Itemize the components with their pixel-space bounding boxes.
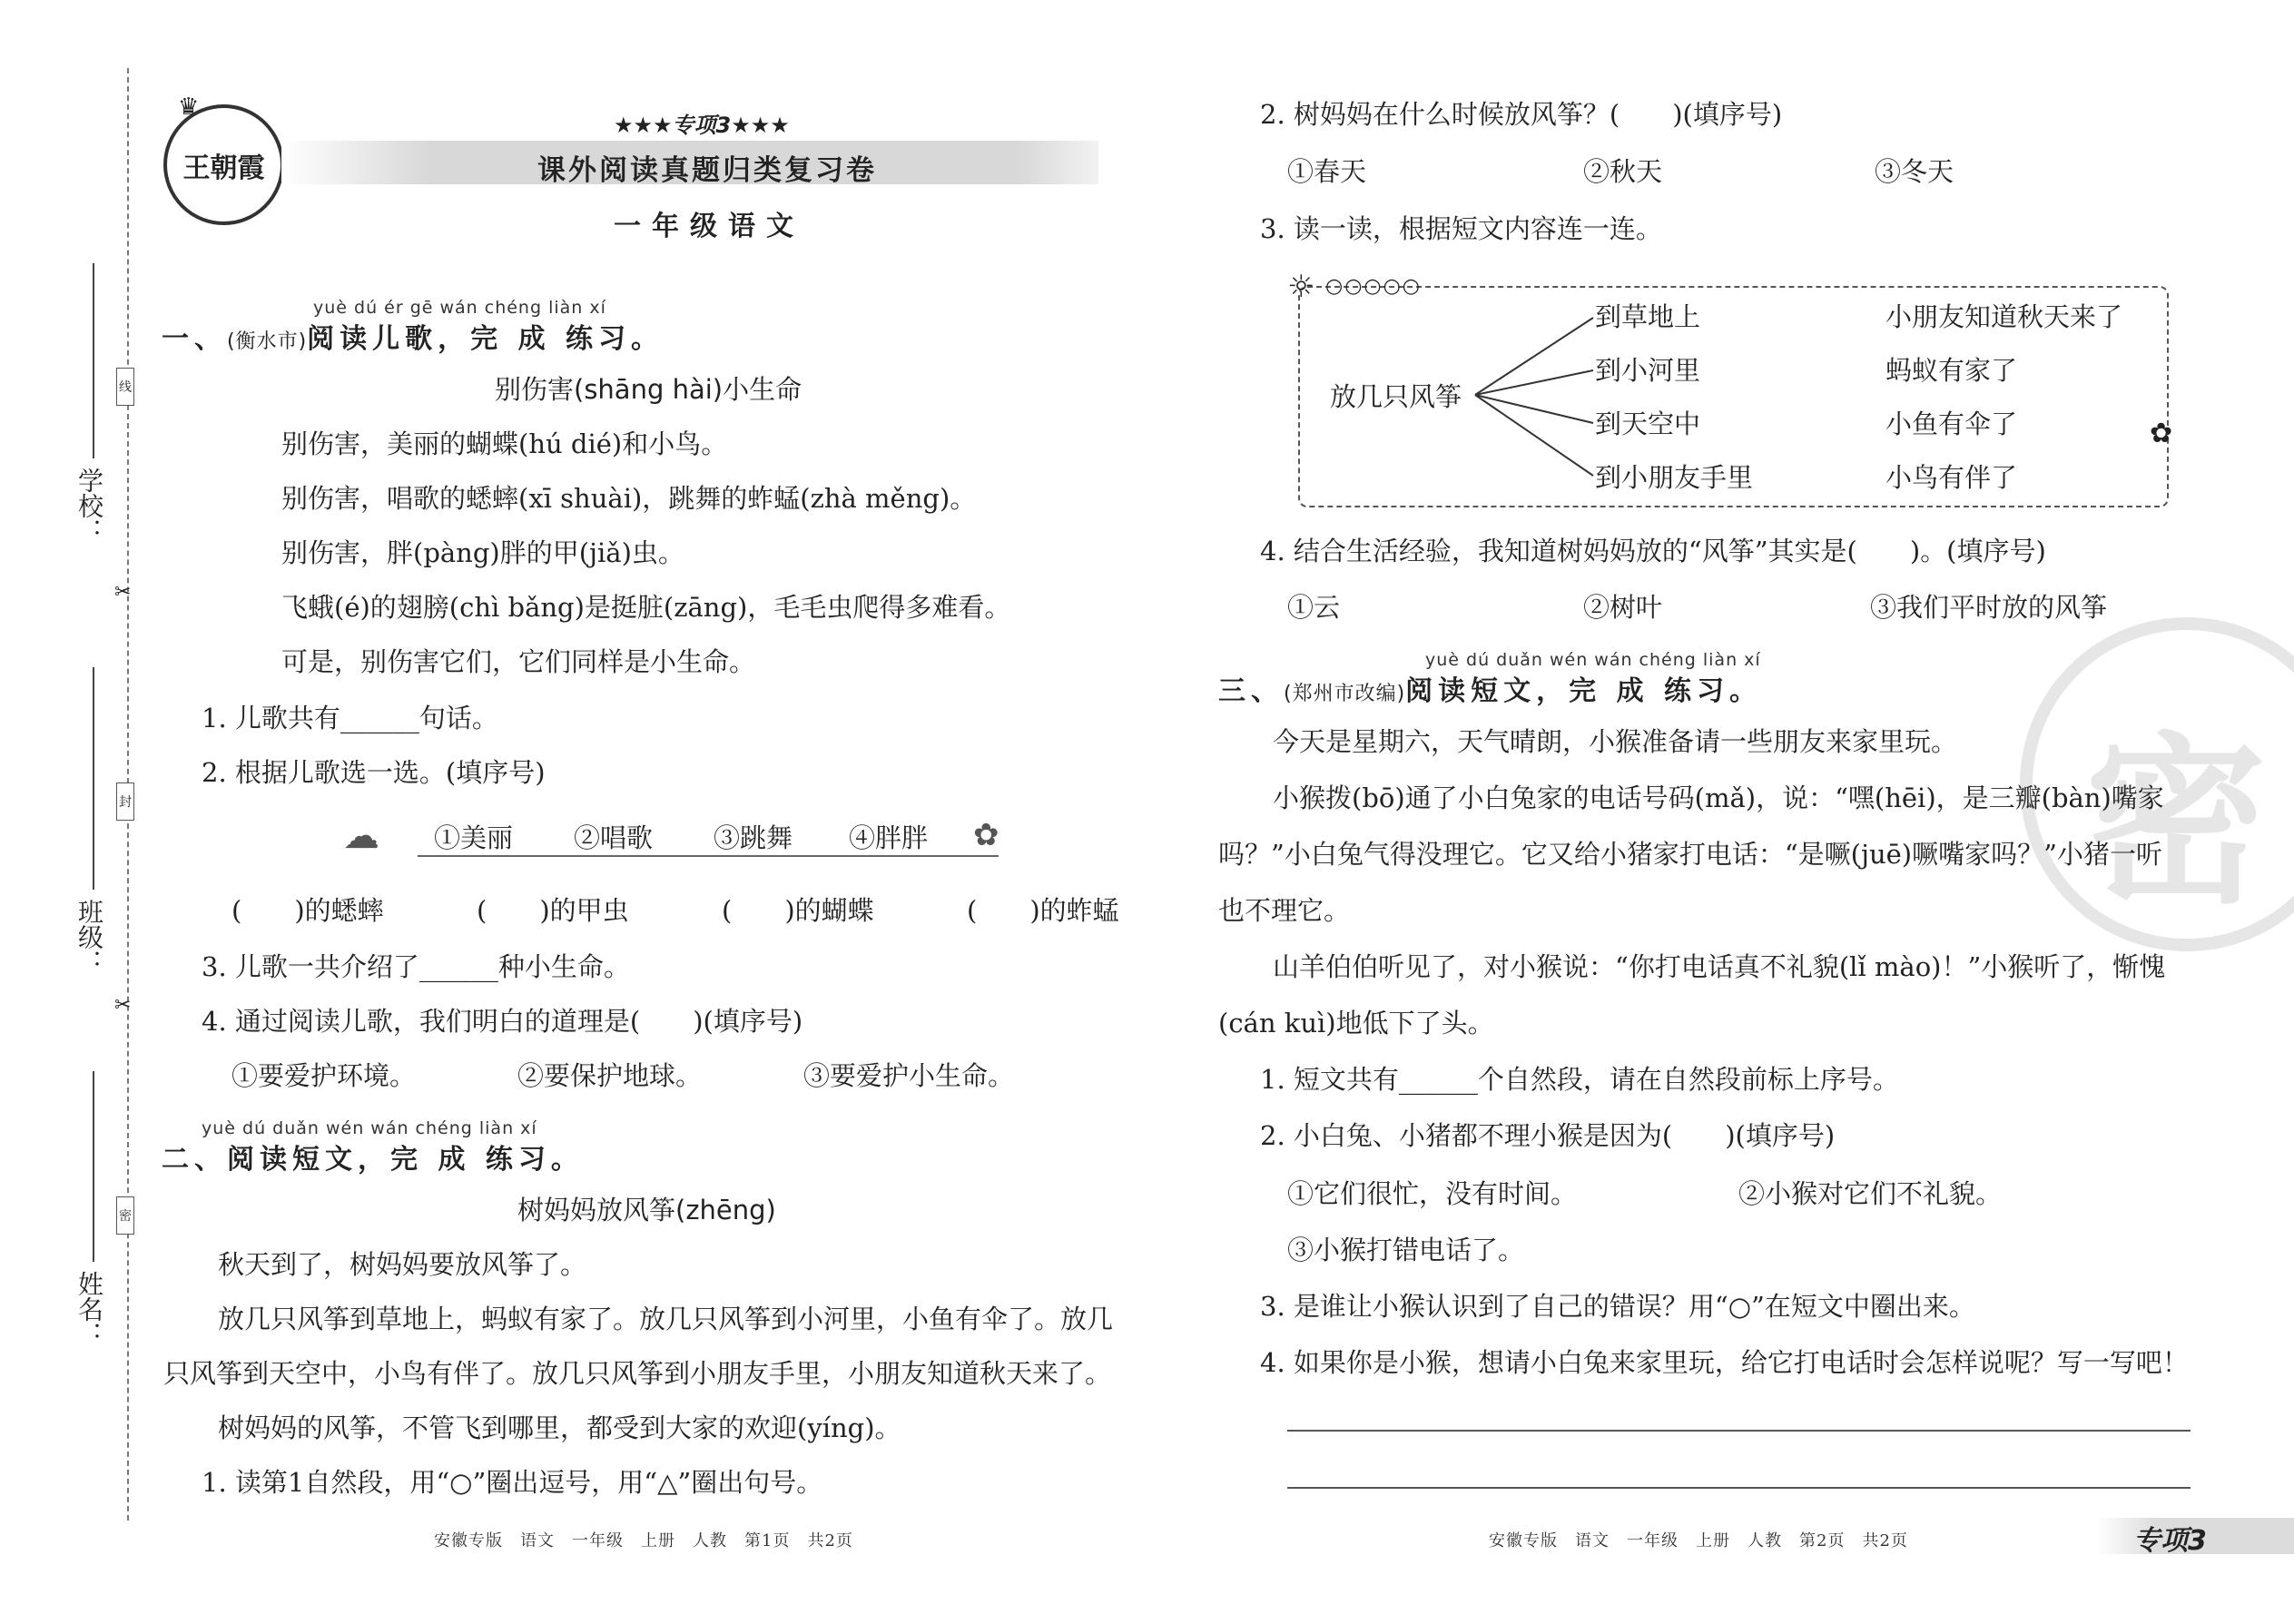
s2-question-2[interactable]: 2. 树妈妈在什么时候放风筝？( )(填序号) [1260, 99, 1783, 130]
s3-paragraph: (cán kuì)地低下了头。 [1218, 1008, 1494, 1038]
brand-logo [163, 104, 284, 225]
school-field-line[interactable] [93, 263, 94, 458]
s2-q4-option: ②树叶 [1583, 592, 1663, 623]
sheep-icon: ☁ [343, 815, 379, 857]
story-paragraph: 树妈妈的风筝，不管飞到哪里，都受到大家的欢迎(yíng)。 [218, 1412, 901, 1443]
section2-number: 二、 [162, 1144, 227, 1176]
name-field-line[interactable] [93, 1071, 94, 1262]
s1-question-2: 2. 根据儿歌选一选。(填序号) [202, 757, 546, 788]
section2-pinyin: yuè dú duǎn wén wán chéng liàn xí [202, 1118, 537, 1138]
match-left-item[interactable]: 到草地上 [1595, 301, 1701, 332]
brand-logo-text: 王朝霞 [182, 152, 265, 184]
binding-mark-secret: 密 [116, 1196, 134, 1235]
match-left-item[interactable]: 到天空中 [1595, 408, 1701, 439]
s3-paragraph: 吗？”小白兔气得没理它。它又给小猪家打电话：“是噘(juē)噘嘴家吗？”小猪一听 [1218, 839, 2162, 870]
s2-q4-option: ③我们平时放的风筝 [1870, 592, 2108, 623]
s3-question-3[interactable]: 3. 是谁让小猴认识到了自己的错误？用“○”在短文中圈出来。 [1260, 1291, 1975, 1322]
binding-mark-seal: 封 [116, 782, 134, 821]
s1-q2-option: ④胖胖 [849, 822, 929, 853]
section3-heading-text: 阅读短文，完 成 练习。 [1405, 675, 1763, 707]
s3-paragraph: 今天是星期六，天气晴朗，小猴准备请一些朋友来家里玩。 [1273, 726, 1958, 757]
section1-pinyin: yuè dú ér gē wán chéng liàn xí [313, 298, 606, 318]
s1-q4-option: ②要保护地球。 [517, 1060, 703, 1091]
cloud-icons: ○○○○○ [1325, 275, 1422, 298]
match-line [1475, 395, 1593, 476]
match-right-item[interactable]: 小鸟有伴了 [1885, 462, 2018, 493]
footer-left: 安徽专版 语文 一年级 上册 人教 第1页 共2页 [434, 1531, 853, 1550]
flower-icon: ✿ [2150, 418, 2173, 449]
s1-q2-blank[interactable]: ( )的蝴蝶 [722, 895, 874, 926]
s2-question-3: 3. 读一读，根据短文内容连一连。 [1260, 213, 1662, 244]
poem-line: 可是，别伤害它们，它们同样是小生命。 [281, 646, 756, 677]
s3-paragraph: 山羊伯伯听见了，对小猴说：“你打电话真不礼貌(lǐ mào)！”小猴听了，惭愧 [1273, 951, 2166, 982]
s1-q2-option: ②唱歌 [574, 822, 654, 853]
binding-mark-line: 线 [116, 368, 134, 406]
story-paragraph: 放几只风筝到草地上，蚂蚁有家了。放几只风筝到小河里，小鱼有伞了。放几 [218, 1304, 1114, 1334]
s2-q2-option: ①春天 [1287, 156, 1367, 187]
school-label: 学校： [74, 468, 104, 544]
match-left-item[interactable]: 到小朋友手里 [1595, 462, 1754, 493]
s1-q2-blank[interactable]: ( )的蚱蜢 [967, 895, 1119, 926]
match-right-item[interactable]: 小朋友知道秋天来了 [1885, 301, 2123, 332]
section3-number: 三、 [1218, 675, 1284, 707]
s2-q2-option: ③冬天 [1875, 156, 1954, 187]
s3-q2-option: ①它们很忙，没有时间。 [1287, 1178, 1578, 1209]
section2-heading-text: 阅读短文，完 成 练习。 [227, 1144, 584, 1176]
s1-question-3[interactable]: 3. 儿歌一共介绍了______种小生命。 [202, 951, 630, 982]
s3-paragraph: 也不理它。 [1218, 895, 1351, 926]
s3-q2-option: ③小猴打错电话了。 [1287, 1235, 1525, 1265]
page-title: 课外阅读真题归类复习卷 [537, 154, 877, 187]
s3-question-2[interactable]: 2. 小白兔、小猪都不理小猴是因为( )(填序号) [1260, 1120, 1836, 1151]
class-field-line[interactable] [93, 667, 94, 890]
match-right-item[interactable]: 小鱼有伞了 [1885, 408, 2018, 439]
options-underline [418, 855, 999, 857]
s3-q2-option: ②小猴对它们不礼貌。 [1738, 1178, 2003, 1209]
poem-line: 飞蛾(é)的翅膀(chì bǎng)是挺脏(zāng)，毛毛虫爬得多难看。 [281, 592, 1011, 623]
section2-heading [162, 1137, 584, 1176]
story-paragraph: 秋天到了，树妈妈要放风筝了。 [218, 1249, 587, 1280]
corner-tag: 专项3 [2133, 1525, 2207, 1557]
sun-icon: ☼ [1287, 269, 1315, 305]
s3-question-4: 4. 如果你是小猴，想请小白兔来家里玩，给它打电话时会怎样说呢？写一写吧！ [1260, 1347, 2189, 1378]
section3-pinyin: yuè dú duǎn wén wán chéng liàn xí [1425, 650, 1761, 670]
footer-right: 安徽专版 语文 一年级 上册 人教 第2页 共2页 [1489, 1531, 1908, 1550]
section1-source: (衡水市) [227, 330, 308, 353]
s1-question-4[interactable]: 4. 通过阅读儿歌，我们明白的道理是( )(填序号) [202, 1006, 803, 1037]
s1-q2-option: ①美丽 [434, 822, 514, 853]
s3-question-1[interactable]: 1. 短文共有______个自然段，请在自然段前标上序号。 [1260, 1064, 1899, 1095]
s2-question-4[interactable]: 4. 结合生活经验，我知道树妈妈放的“风筝”其实是( )。(填序号) [1260, 536, 2046, 566]
grass-icon: ✿ [973, 817, 999, 853]
secret-stamp-text: 密 [2085, 717, 2268, 929]
section3-heading [1218, 668, 1762, 708]
s1-q2-option: ③跳舞 [714, 822, 793, 853]
s1-q2-blank[interactable]: ( )的甲虫 [477, 895, 629, 926]
s2-q2-option: ②秋天 [1583, 156, 1663, 187]
s2-q4-option: ①云 [1287, 592, 1341, 623]
poem-line: 别伤害，美丽的蝴蝶(hú dié)和小鸟。 [281, 428, 728, 459]
series-label: ★★★专项3★★★ [614, 113, 790, 138]
section3-source: (郑州市改编) [1284, 683, 1406, 705]
section1-heading-text: 阅读儿歌，完 成 练习。 [307, 323, 665, 355]
s1-q4-option: ③要爱护小生命。 [803, 1060, 1015, 1091]
name-label: 姓名： [74, 1271, 104, 1347]
poem-title: 别伤害(shāng hài)小生命 [495, 374, 802, 405]
s1-q2-blank[interactable]: ( )的蟋蟀 [231, 895, 384, 926]
story-title: 树妈妈放风筝(zhēng) [517, 1195, 776, 1225]
binding-scissors-icon: ✂ [114, 994, 132, 1017]
match-source: 放几只风筝 [1330, 381, 1462, 412]
s1-question-1[interactable]: 1. 儿歌共有______句话。 [202, 703, 498, 733]
section1-heading [162, 316, 664, 356]
binding-scissors-icon: ✂ [114, 581, 132, 604]
s3-paragraph: 小猴拨(bō)通了小白兔家的电话号码(mǎ)，说：“嘿(hēi)，是三瓣(bàn)嘴家 [1273, 782, 2164, 813]
s1-q4-option: ①要爱护环境。 [231, 1060, 417, 1091]
match-line [1475, 395, 1593, 423]
poem-line: 别伤害，唱歌的蟋蟀(xī shuài)，跳舞的蚱蜢(zhà měng)。 [281, 483, 977, 514]
page-subtitle: 一年级语文 [614, 211, 804, 242]
crown-icon: ♛ [178, 94, 200, 121]
answer-line[interactable] [1287, 1487, 2191, 1489]
story-paragraph: 只风筝到天空中，小鸟有伴了。放几只风筝到小朋友手里，小朋友知道秋天来了。 [163, 1358, 1112, 1389]
answer-line[interactable] [1287, 1430, 2191, 1432]
match-right-item[interactable]: 蚂蚁有家了 [1885, 355, 2018, 386]
match-fan-lines [1471, 300, 1598, 490]
s2-question-1[interactable]: 1. 读第1自然段，用“○”圈出逗号，用“△”圈出句号。 [202, 1467, 823, 1498]
section1-number: 一、 [162, 323, 227, 355]
poem-line: 别伤害，胖(pàng)胖的甲(jiǎ)虫。 [281, 537, 684, 568]
class-label: 班级： [74, 899, 104, 975]
match-left-item[interactable]: 到小河里 [1595, 355, 1701, 386]
